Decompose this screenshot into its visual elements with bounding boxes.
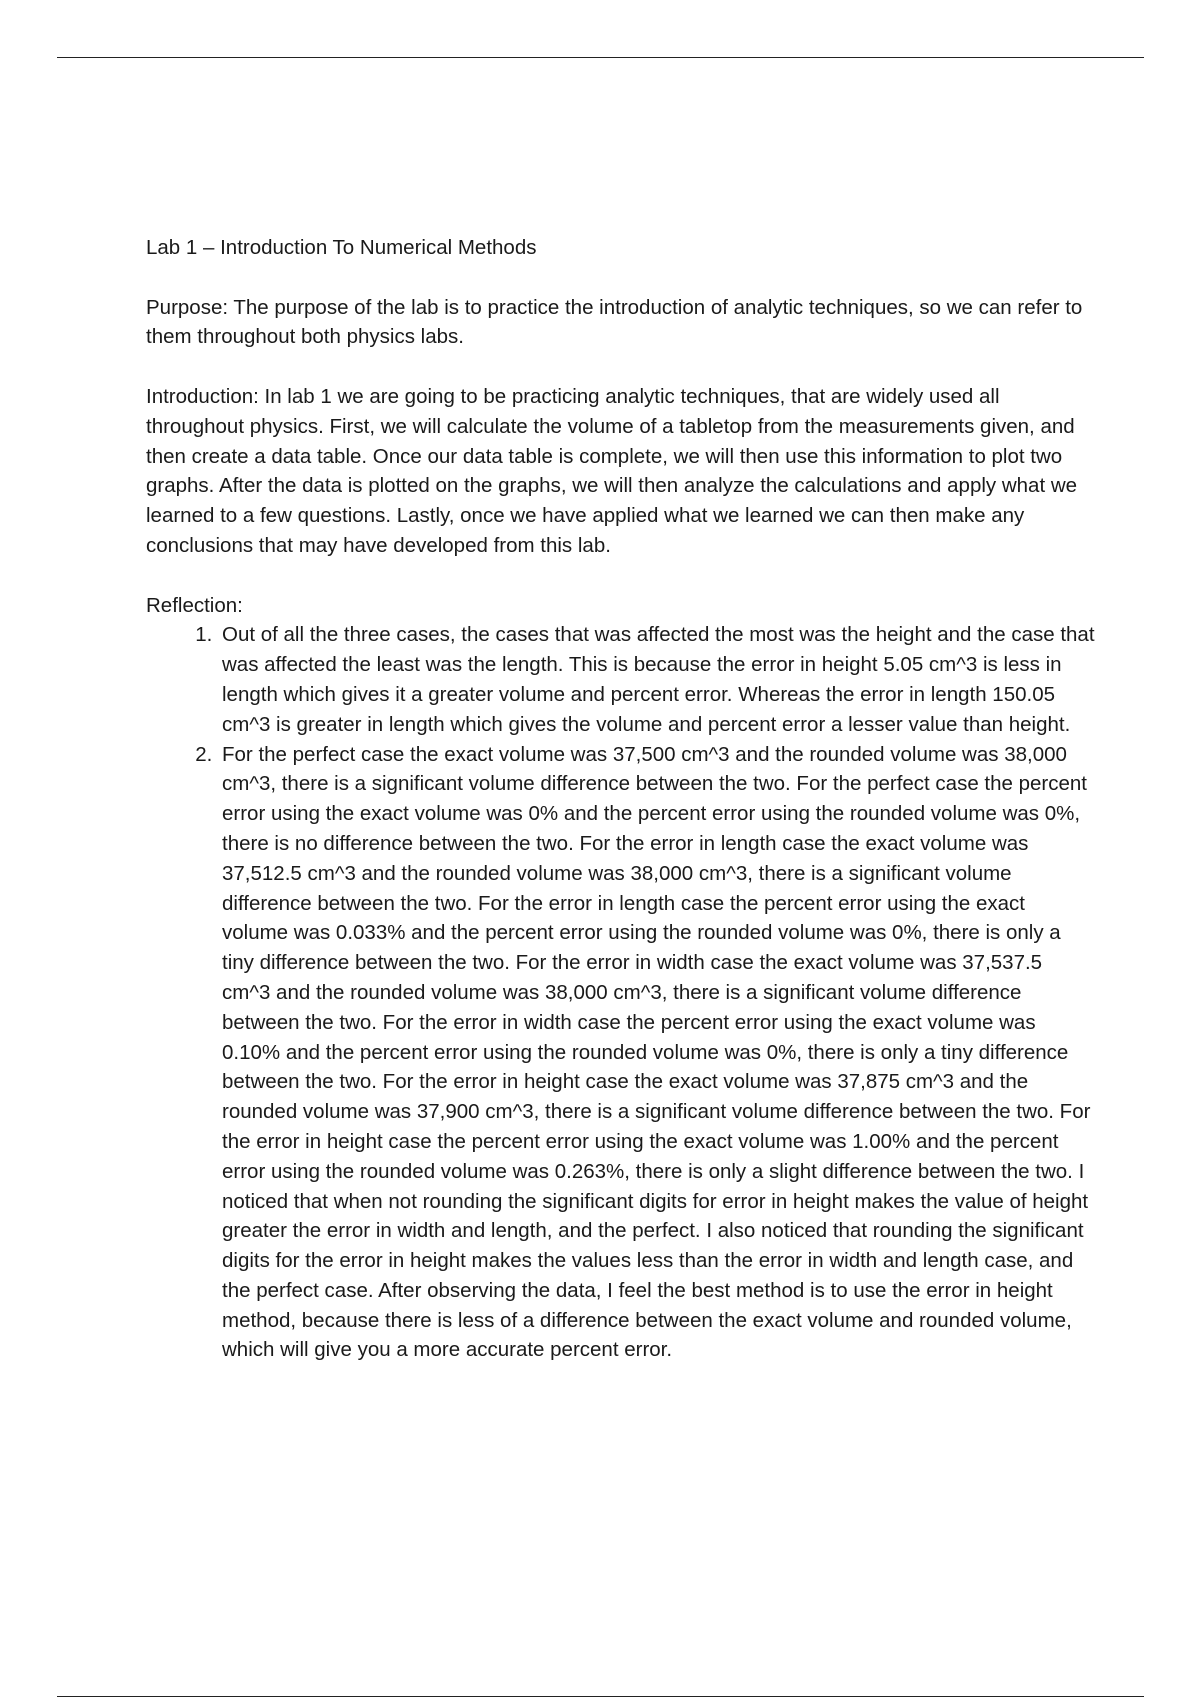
reflection-heading: Reflection: bbox=[146, 593, 243, 617]
introduction-paragraph: Introduction: In lab 1 we are going to be practicing analytic techniques, that are widely used all throughout physics. First, we will calculate the volume of a tabletop from the measurements given, and then create a data table. Once our data table is complete, we will then use this information to plot two graphs. After the data is plotted on the graphs, we will then analyze the calculations and apply what we learned to a few questions. Lastly, once we have applied what we learned we can then make any conclusions that may have developed from this lab. bbox=[146, 384, 1078, 557]
page-bottom-rule bbox=[57, 1696, 1144, 1697]
document-body bbox=[146, 233, 1096, 1365]
page-top-rule bbox=[57, 57, 1144, 58]
reflection-item-1: 1. Out of all the three cases, the cases that was affected the most was the height and the case that was affected the least was the length. This is because the error in height 5.05 cm^3 is less in length which gives it a greater volume and percent error. Whereas the error in length 150.05 cm^3 is greater in length which gives the volume and percent error a lesser value than height. bbox=[218, 620, 1096, 739]
reflection-list bbox=[146, 620, 1096, 1365]
document-title: Lab 1 – Introduction To Numerical Methods bbox=[146, 236, 537, 259]
purpose-paragraph: Purpose: The purpose of the lab is to practice the introduction of analytic techniques, so we can refer to them throughout both physics labs. bbox=[146, 295, 1083, 349]
reflection-item-2: 2. For the perfect case the exact volume was 37,500 cm^3 and the rounded volume was 38,000 cm^3, there is a significant volume difference between the two. For the perfect case the percent error using the exact volume was 0% and the percent error using the rounded volume was 0%, there is no difference between the two. For the error in length case the exact volume was 37,512.5 cm^3 and the rounded volume was 38,000 cm^3, there is a significant volume difference between the two. For the error in length case the percent error using the exact volume was 0.033% and the percent error using the rounded volume was 0%, there is only a tiny difference between the two. For the error in width case the exact volume was 37,537.5 cm^3 and the rounded volume was 38,000 cm^3, there is a significant volume difference between the two. For the error in width case the percent error using the exact volume was 0.10% and the percent error using the rounded volume was 0%, there is only a tiny difference between the two. For the error in height case the exact volume was 37,875 cm^3 and the rounded volume was 37,900 cm^3, there is a significant volume difference between the two. For the error in height case the percent error using the exact volume was 1.00% and the percent error using the rounded volume was 0.263%, there is only a slight difference between the two. I noticed that when not rounding the significant digits for error in height makes the value of height greater the error in width and length, and the perfect. I also noticed that rounding the significant digits for the error in height makes the values less than the error in width and length case, and the perfect case. After observing the data, I feel the best method is to use the error in height method, because there is less of a difference between the exact volume and rounded volume, which will give you a more accurate percent error. bbox=[218, 740, 1096, 1366]
